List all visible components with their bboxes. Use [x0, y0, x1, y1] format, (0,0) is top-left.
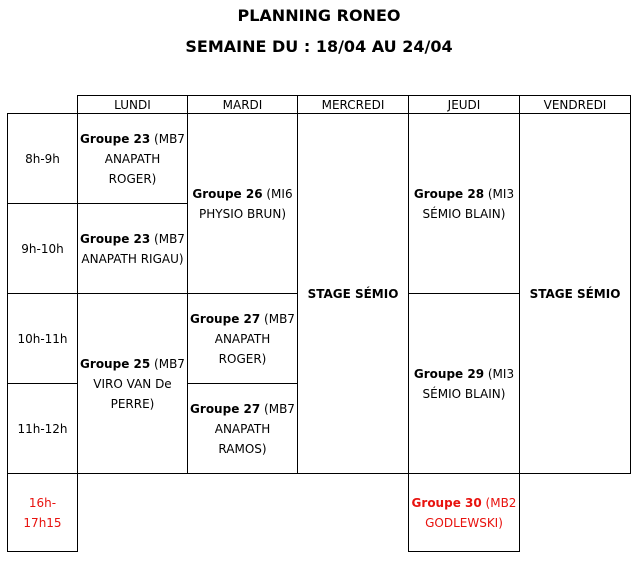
time-cell: 10h-11h [8, 294, 78, 384]
empty-cell [298, 474, 409, 552]
slot-detail: (MI6 PHYSIO BRUN) [198, 186, 293, 221]
slot-detail: (MB2 GODLEWSKI) [425, 495, 517, 530]
slot-cell [409, 294, 520, 474]
slot-cell [78, 204, 188, 294]
slot-cell [188, 114, 298, 294]
header-row [8, 96, 631, 114]
slot-cell [409, 474, 520, 552]
group-label: Groupe 30 [411, 495, 482, 510]
page-title: PLANNING RONEO [237, 6, 401, 25]
day-header-jeudi: JEUDI [409, 96, 520, 114]
slot-detail: (MB7 ANAPATH RAMOS) [214, 401, 295, 456]
time-row [8, 474, 631, 552]
group-label: Groupe 27 [190, 311, 261, 326]
empty-cell [78, 474, 188, 552]
slot-cell [78, 114, 188, 204]
slot-detail: (MI3 SÉMIO BLAIN) [422, 186, 515, 221]
slot-cell: STAGE SÉMIO [298, 114, 409, 474]
slot-detail: (MB7 ANAPATH ROGER) [214, 311, 295, 366]
slot-cell: STAGE SÉMIO [520, 114, 631, 474]
day-header-vendredi: VENDREDI [520, 96, 631, 114]
group-label: Groupe 23 [80, 231, 151, 246]
slot-detail: (MB7 VIRO VAN De PERRE) [93, 356, 185, 411]
slot-detail: (MB7 ANAPATH ROGER) [104, 131, 185, 186]
empty-cell [188, 474, 298, 552]
group-label: Groupe 27 [190, 401, 261, 416]
day-header-mercredi: MERCREDI [298, 96, 409, 114]
empty-cell [520, 474, 631, 552]
slot-detail: (MI3 SÉMIO BLAIN) [422, 366, 515, 401]
time-cell: 11h-12h [8, 384, 78, 474]
time-row [8, 114, 631, 204]
time-cell: 8h-9h [8, 114, 78, 204]
slot-cell [188, 294, 298, 384]
time-cell: 16h- 17h15 [8, 474, 78, 552]
group-label: Groupe 26 [192, 186, 263, 201]
corner-cell [8, 96, 78, 114]
slot-cell [78, 294, 188, 474]
time-cell: 9h-10h [8, 204, 78, 294]
group-label: Groupe 23 [80, 131, 151, 146]
group-label: Groupe 25 [80, 356, 151, 371]
group-label: Groupe 29 [413, 366, 485, 381]
slot-cell [188, 384, 298, 474]
day-header-lundi: LUNDI [78, 96, 188, 114]
slot-cell [409, 114, 520, 294]
page-subtitle: SEMAINE DU : 18/04 AU 24/04 [185, 37, 453, 56]
slot-detail: (MB7 ANAPATH RIGAU) [81, 231, 185, 266]
group-label: Groupe 28 [413, 186, 485, 201]
schedule-table [7, 95, 631, 552]
day-header-mardi: MARDI [188, 96, 298, 114]
